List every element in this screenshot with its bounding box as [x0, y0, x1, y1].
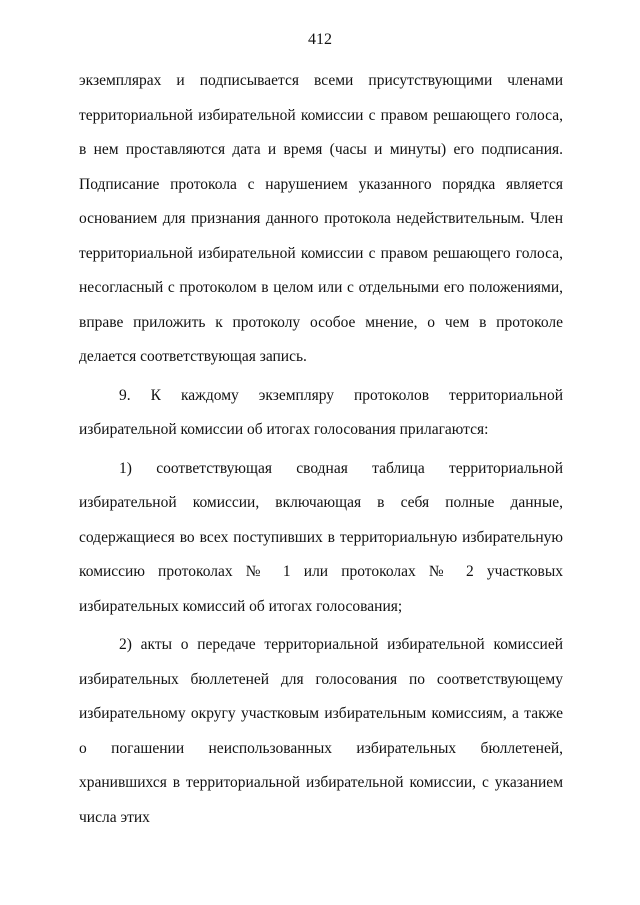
paragraph-signing-rules: экземплярах и подписывается всеми присутствующими членами территориальной избирательной комиссии с правом решающего голоса, в нем проставляются дата и время (часы и минуты) его подписания. Подписание протокола с нарушением указанного порядка является основанием для признания данного протокола недействительным. Член территориальной избирательной комиссии с правом решающего голоса, несогласный с протоколом в целом или с отдельными его положениями, вправе приложить к протоколу особое мнение, о чем в протоколе делается соответствующая запись. — [79, 72, 563, 365]
paragraph-item-9: 9. К каждому экземпляру протоколов территориальной избирательной комиссии об итогах голосования прилагаются: — [79, 386, 563, 438]
page-number: 412 — [308, 31, 332, 48]
paragraph-subitem-1: 1) соответствующая сводная таблица территориальной избирательной комиссии, включающая в себя полные данные, содержащиеся во всех поступивших в территориальную избирательную комиссию протоколах № 1 или протоколах № 2 участковых избирательных комиссий об итогах голосования; — [79, 459, 563, 615]
paragraph-subitem-2: 2) акты о передаче территориальной избирательной комиссией избирательных бюллетеней для голосования по соответствующему избирательному округу участковым избирательным комиссиям, а также о погашении неиспользованных избирательных бюллетеней, хранившихся в территориальной избирательной комиссии, с указанием числа этих — [79, 636, 563, 826]
document-body — [79, 64, 563, 835]
